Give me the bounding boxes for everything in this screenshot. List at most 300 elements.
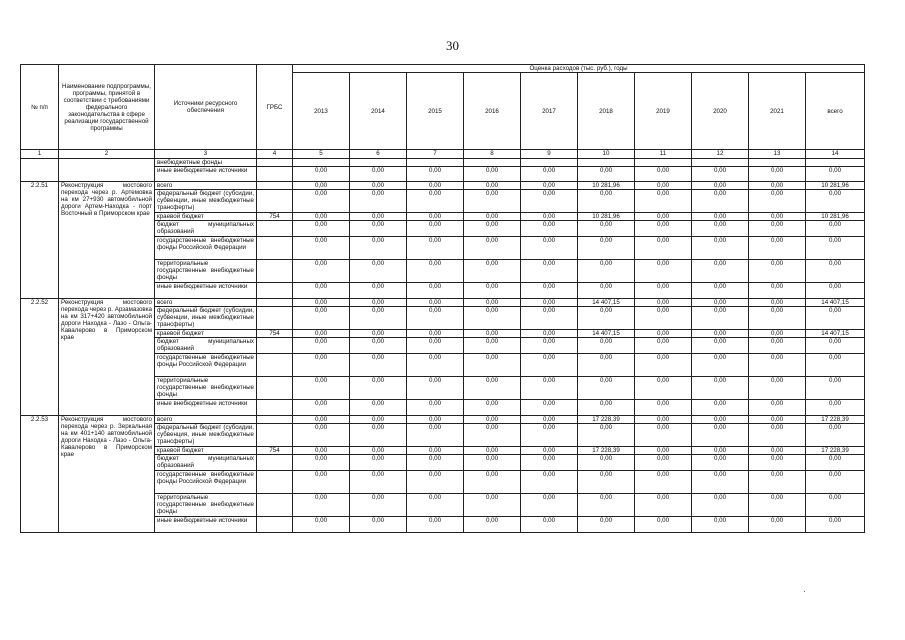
value-cell: 0,00	[407, 517, 464, 533]
grbs-cell	[257, 221, 293, 237]
value-cell: 0,00	[407, 221, 464, 237]
value-cell: 0,00	[692, 221, 749, 237]
value-cell: 0,00	[407, 354, 464, 377]
grbs-cell	[257, 159, 293, 167]
value-cell: 0,00	[692, 455, 749, 471]
value-cell: 0,00	[635, 307, 692, 330]
value-cell: 0,00	[350, 455, 407, 471]
value-cell: 0,00	[635, 471, 692, 494]
source-cell: бюджет муниципальных образований	[155, 338, 257, 354]
header-year: 2016	[464, 73, 521, 150]
value-cell: 14 407,15	[578, 299, 635, 307]
value-cell: 0,00	[806, 517, 865, 533]
value-cell: 0,00	[749, 400, 806, 416]
value-cell: 0,00	[578, 400, 635, 416]
value-cell	[407, 159, 464, 167]
value-cell: 0,00	[464, 190, 521, 213]
value-cell: 0,00	[692, 354, 749, 377]
scan-speck	[804, 591, 805, 592]
value-cell: 10 281,96	[578, 213, 635, 221]
value-cell	[293, 159, 350, 167]
value-cell: 0,00	[521, 424, 578, 447]
value-cell: 0,00	[464, 354, 521, 377]
grbs-cell: 754	[257, 213, 293, 221]
value-cell: 0,00	[293, 354, 350, 377]
value-cell: 0,00	[521, 354, 578, 377]
column-index: 13	[749, 150, 806, 159]
value-cell: 0,00	[407, 471, 464, 494]
header-year: 2021	[749, 73, 806, 150]
carry-num-cell	[21, 159, 59, 182]
value-cell	[749, 159, 806, 167]
source-cell: территориальные государственные внебюджетные фонды	[155, 377, 257, 400]
value-cell: 0,00	[578, 221, 635, 237]
source-cell: федеральный бюджет (субсидии, субвенция, иные межбюджетные трансферты)	[155, 424, 257, 447]
value-cell: 0,00	[350, 299, 407, 307]
value-cell: 0,00	[521, 400, 578, 416]
value-cell: 0,00	[293, 377, 350, 400]
value-cell: 0,00	[635, 377, 692, 400]
source-cell: федеральный бюджет (субсидии, субвенции, иные межбюджетные трансферты)	[155, 190, 257, 213]
value-cell: 0,00	[464, 494, 521, 517]
value-cell: 0,00	[749, 237, 806, 260]
source-cell: краевой бюджет	[155, 213, 257, 221]
value-cell: 0,00	[521, 338, 578, 354]
value-cell: 0,00	[350, 354, 407, 377]
header-name: Наименование подпрограммы, программы, принятой в соответствии с требованиями федерального законодательства в сфере реализации государственной программы	[59, 65, 155, 150]
value-cell: 0,00	[635, 517, 692, 533]
table-row	[21, 416, 865, 424]
source-cell: иные внебюджетные источники	[155, 283, 257, 299]
value-cell: 0,00	[749, 517, 806, 533]
column-index: 8	[464, 150, 521, 159]
value-cell: 0,00	[749, 299, 806, 307]
value-cell: 0,00	[635, 494, 692, 517]
value-cell: 0,00	[407, 167, 464, 182]
value-cell: 0,00	[578, 424, 635, 447]
value-cell: 0,00	[521, 167, 578, 182]
source-cell: государственные внебюджетные фонды Российской Федерации	[155, 354, 257, 377]
value-cell: 0,00	[521, 221, 578, 237]
value-cell	[578, 159, 635, 167]
value-cell: 0,00	[578, 354, 635, 377]
value-cell: 0,00	[407, 260, 464, 283]
value-cell: 0,00	[464, 338, 521, 354]
value-cell: 0,00	[350, 167, 407, 182]
value-cell: 0,00	[521, 494, 578, 517]
column-index: 6	[350, 150, 407, 159]
value-cell: 0,00	[293, 213, 350, 221]
value-cell: 0,00	[407, 283, 464, 299]
item-name: Реконструкция мостового перехода через р. Арзамазовка на км 317+420 автомобильной дороги Находка - Лазо - Ольга- Кавалерово в Приморском крае	[59, 299, 155, 416]
value-cell: 0,00	[521, 190, 578, 213]
source-cell: бюджет муниципальных образований	[155, 221, 257, 237]
value-cell: 0,00	[749, 494, 806, 517]
value-cell: 0,00	[464, 517, 521, 533]
value-cell: 0,00	[293, 260, 350, 283]
value-cell: 10 281,96	[806, 213, 865, 221]
value-cell: 0,00	[464, 307, 521, 330]
value-cell: 0,00	[578, 190, 635, 213]
value-cell: 0,00	[692, 213, 749, 221]
value-cell	[692, 159, 749, 167]
header-year: всего	[806, 73, 865, 150]
carry-name-cell	[59, 159, 155, 182]
value-cell: 0,00	[578, 494, 635, 517]
value-cell: 0,00	[521, 299, 578, 307]
value-cell: 0,00	[293, 424, 350, 447]
value-cell: 0,00	[521, 237, 578, 260]
value-cell: 0,00	[635, 260, 692, 283]
value-cell: 0,00	[464, 447, 521, 455]
source-cell: краевой бюджет	[155, 447, 257, 455]
value-cell: 0,00	[350, 400, 407, 416]
value-cell: 0,00	[350, 182, 407, 190]
value-cell: 0,00	[578, 471, 635, 494]
value-cell: 0,00	[521, 447, 578, 455]
item-number: 2.2.52	[21, 299, 59, 416]
header-num: № п/п	[21, 65, 59, 150]
value-cell: 0,00	[692, 283, 749, 299]
value-cell: 0,00	[692, 517, 749, 533]
column-index: 11	[635, 150, 692, 159]
value-cell: 0,00	[692, 307, 749, 330]
value-cell: 0,00	[749, 471, 806, 494]
value-cell: 0,00	[806, 221, 865, 237]
value-cell: 0,00	[635, 190, 692, 213]
source-cell: федеральный бюджет (субсидии, субвенции, иные межбюджетные трансферты)	[155, 307, 257, 330]
value-cell: 0,00	[578, 237, 635, 260]
source-cell: территориальные государственные внебюджетные фонды	[155, 260, 257, 283]
value-cell: 0,00	[464, 455, 521, 471]
value-cell: 0,00	[806, 400, 865, 416]
value-cell: 0,00	[749, 190, 806, 213]
value-cell: 0,00	[350, 416, 407, 424]
column-index: 14	[806, 150, 865, 159]
value-cell: 0,00	[692, 377, 749, 400]
header-year: 2018	[578, 73, 635, 150]
column-index: 12	[692, 150, 749, 159]
value-cell: 0,00	[692, 260, 749, 283]
grbs-cell	[257, 190, 293, 213]
value-cell: 0,00	[293, 455, 350, 471]
value-cell: 0,00	[464, 471, 521, 494]
value-cell: 0,00	[635, 447, 692, 455]
value-cell: 0,00	[635, 338, 692, 354]
value-cell: 0,00	[692, 330, 749, 338]
value-cell: 17 228,39	[578, 416, 635, 424]
value-cell: 0,00	[749, 455, 806, 471]
grbs-cell	[257, 167, 293, 182]
column-index: 3	[155, 150, 257, 159]
grbs-cell	[257, 471, 293, 494]
value-cell: 0,00	[692, 237, 749, 260]
value-cell: 0,00	[521, 260, 578, 283]
value-cell: 0,00	[407, 237, 464, 260]
source-cell: бюджет муниципальных образований	[155, 455, 257, 471]
grbs-cell	[257, 354, 293, 377]
value-cell: 0,00	[749, 338, 806, 354]
column-index: 4	[257, 150, 293, 159]
value-cell: 0,00	[635, 330, 692, 338]
value-cell: 0,00	[749, 354, 806, 377]
value-cell: 0,00	[578, 338, 635, 354]
value-cell: 0,00	[350, 237, 407, 260]
value-cell: 0,00	[464, 221, 521, 237]
value-cell: 0,00	[749, 424, 806, 447]
header-year: 2015	[407, 73, 464, 150]
value-cell: 0,00	[521, 213, 578, 221]
value-cell: 0,00	[692, 416, 749, 424]
grbs-cell	[257, 237, 293, 260]
value-cell: 0,00	[407, 182, 464, 190]
value-cell: 0,00	[578, 283, 635, 299]
value-cell: 0,00	[635, 416, 692, 424]
value-cell: 0,00	[464, 424, 521, 447]
value-cell: 0,00	[350, 221, 407, 237]
column-index: 2	[59, 150, 155, 159]
grbs-cell	[257, 299, 293, 307]
grbs-cell	[257, 338, 293, 354]
source-cell: всего	[155, 416, 257, 424]
grbs-cell	[257, 283, 293, 299]
value-cell: 0,00	[464, 299, 521, 307]
value-cell: 0,00	[464, 237, 521, 260]
grbs-cell	[257, 377, 293, 400]
value-cell: 10 281,96	[806, 182, 865, 190]
value-cell: 0,00	[521, 517, 578, 533]
value-cell: 0,00	[407, 447, 464, 455]
column-index: 5	[293, 150, 350, 159]
header-year: 2017	[521, 73, 578, 150]
source-cell: краевой бюджет	[155, 330, 257, 338]
value-cell: 0,00	[293, 221, 350, 237]
value-cell: 0,00	[293, 330, 350, 338]
value-cell: 0,00	[293, 494, 350, 517]
value-cell: 0,00	[407, 338, 464, 354]
value-cell: 0,00	[749, 167, 806, 182]
grbs-cell	[257, 455, 293, 471]
value-cell: 0,00	[464, 260, 521, 283]
value-cell: 0,00	[749, 416, 806, 424]
value-cell: 0,00	[806, 354, 865, 377]
source-cell: государственные внебюджетные фонды Российской Федерации	[155, 471, 257, 494]
value-cell: 0,00	[692, 182, 749, 190]
header-source: Источники ресурсного обеспечения	[155, 65, 257, 150]
value-cell: 0,00	[293, 400, 350, 416]
value-cell: 0,00	[749, 283, 806, 299]
value-cell: 0,00	[806, 494, 865, 517]
value-cell: 0,00	[350, 190, 407, 213]
value-cell: 0,00	[806, 260, 865, 283]
value-cell: 0,00	[635, 221, 692, 237]
value-cell: 0,00	[293, 167, 350, 182]
value-cell: 0,00	[293, 283, 350, 299]
value-cell	[521, 159, 578, 167]
value-cell: 0,00	[350, 283, 407, 299]
table-row	[21, 159, 865, 167]
value-cell: 0,00	[407, 400, 464, 416]
value-cell: 0,00	[578, 517, 635, 533]
value-cell: 0,00	[521, 283, 578, 299]
value-cell: 0,00	[806, 471, 865, 494]
column-index: 9	[521, 150, 578, 159]
grbs-cell	[257, 400, 293, 416]
value-cell: 0,00	[806, 455, 865, 471]
value-cell: 0,00	[350, 338, 407, 354]
value-cell: 17 228,39	[806, 447, 865, 455]
value-cell: 0,00	[350, 307, 407, 330]
value-cell: 0,00	[578, 167, 635, 182]
value-cell: 0,00	[293, 416, 350, 424]
value-cell: 0,00	[293, 237, 350, 260]
value-cell: 0,00	[407, 330, 464, 338]
value-cell: 0,00	[749, 221, 806, 237]
value-cell: 0,00	[407, 455, 464, 471]
value-cell: 0,00	[350, 260, 407, 283]
value-cell: 0,00	[293, 517, 350, 533]
table-row	[21, 182, 865, 190]
source-cell: территориальные государственные внебюджетные фонды	[155, 494, 257, 517]
value-cell: 0,00	[350, 377, 407, 400]
value-cell: 0,00	[350, 213, 407, 221]
value-cell: 0,00	[407, 424, 464, 447]
value-cell: 0,00	[692, 447, 749, 455]
column-index: 10	[578, 150, 635, 159]
grbs-cell: 754	[257, 330, 293, 338]
value-cell: 0,00	[407, 494, 464, 517]
column-index: 1	[21, 150, 59, 159]
value-cell: 0,00	[350, 517, 407, 533]
value-cell: 0,00	[350, 424, 407, 447]
value-cell: 0,00	[350, 471, 407, 494]
value-cell: 0,00	[578, 260, 635, 283]
value-cell: 0,00	[464, 283, 521, 299]
value-cell: 0,00	[635, 455, 692, 471]
value-cell: 0,00	[806, 424, 865, 447]
header-group-title: Оценка расходов (тыс. руб.), годы	[293, 65, 865, 73]
value-cell: 0,00	[635, 283, 692, 299]
value-cell: 0,00	[407, 377, 464, 400]
source-cell: иные внебюджетные источники	[155, 400, 257, 416]
value-cell: 0,00	[692, 424, 749, 447]
value-cell: 0,00	[521, 330, 578, 338]
value-cell: 0,00	[749, 213, 806, 221]
value-cell: 0,00	[407, 190, 464, 213]
value-cell: 0,00	[293, 182, 350, 190]
value-cell: 0,00	[749, 447, 806, 455]
header-year: 2014	[350, 73, 407, 150]
value-cell: 0,00	[293, 471, 350, 494]
value-cell	[464, 159, 521, 167]
value-cell: 14 407,15	[806, 330, 865, 338]
value-cell: 0,00	[692, 494, 749, 517]
value-cell: 0,00	[692, 338, 749, 354]
value-cell: 0,00	[464, 182, 521, 190]
page-number: 30	[446, 38, 459, 53]
value-cell: 0,00	[806, 283, 865, 299]
value-cell: 0,00	[749, 182, 806, 190]
value-cell: 0,00	[578, 377, 635, 400]
value-cell: 0,00	[464, 377, 521, 400]
value-cell: 0,00	[692, 167, 749, 182]
value-cell: 0,00	[521, 455, 578, 471]
header-year: 2019	[635, 73, 692, 150]
value-cell: 0,00	[464, 330, 521, 338]
value-cell	[350, 159, 407, 167]
grbs-cell	[257, 260, 293, 283]
header-grbs: ГРБС	[257, 65, 293, 150]
source-cell: иные внебюджетные источники	[155, 167, 257, 182]
value-cell	[806, 159, 865, 167]
value-cell: 0,00	[521, 307, 578, 330]
source-cell: всего	[155, 182, 257, 190]
value-cell: 0,00	[293, 447, 350, 455]
value-cell: 0,00	[521, 416, 578, 424]
item-name: Реконструкция мостового перехода через р. Зеркальная на км 401+140 автомобильной дороги Находка - Лазо - Ольга- Кавалерово в Приморском крае	[59, 416, 155, 533]
item-name: Реконструкция мостового перехода через р. Артемовка на км 27+930 автомобильной дороги Артем-Находка - порт Восточный в Приморском крае	[59, 182, 155, 299]
value-cell: 0,00	[806, 338, 865, 354]
item-number: 2.2.51	[21, 182, 59, 299]
value-cell: 0,00	[521, 377, 578, 400]
value-cell: 0,00	[749, 377, 806, 400]
value-cell: 0,00	[692, 190, 749, 213]
value-cell: 0,00	[578, 455, 635, 471]
value-cell: 17 228,39	[806, 416, 865, 424]
value-cell: 0,00	[749, 307, 806, 330]
value-cell: 0,00	[692, 299, 749, 307]
value-cell: 0,00	[464, 400, 521, 416]
value-cell: 0,00	[521, 182, 578, 190]
value-cell: 0,00	[635, 213, 692, 221]
value-cell: 0,00	[350, 330, 407, 338]
value-cell: 0,00	[806, 377, 865, 400]
value-cell: 0,00	[635, 237, 692, 260]
header-year: 2013	[293, 73, 350, 150]
header-year: 2020	[692, 73, 749, 150]
value-cell: 0,00	[407, 416, 464, 424]
grbs-cell	[257, 424, 293, 447]
value-cell: 0,00	[692, 471, 749, 494]
value-cell: 0,00	[521, 471, 578, 494]
value-cell: 0,00	[749, 330, 806, 338]
table-row	[21, 299, 865, 307]
value-cell: 0,00	[635, 167, 692, 182]
value-cell: 10 281,96	[578, 182, 635, 190]
value-cell: 0,00	[350, 494, 407, 517]
value-cell: 0,00	[806, 167, 865, 182]
source-cell: внебюджетные фонды	[155, 159, 257, 167]
item-number: 2.2.53	[21, 416, 59, 533]
value-cell: 0,00	[635, 354, 692, 377]
value-cell: 0,00	[635, 424, 692, 447]
value-cell: 0,00	[806, 190, 865, 213]
value-cell: 0,00	[749, 260, 806, 283]
value-cell: 0,00	[635, 400, 692, 416]
value-cell: 0,00	[692, 400, 749, 416]
value-cell: 14 407,15	[806, 299, 865, 307]
value-cell: 0,00	[806, 237, 865, 260]
value-cell: 0,00	[635, 182, 692, 190]
grbs-cell	[257, 494, 293, 517]
source-cell: всего	[155, 299, 257, 307]
grbs-cell	[257, 517, 293, 533]
value-cell: 0,00	[293, 299, 350, 307]
grbs-cell	[257, 307, 293, 330]
grbs-cell	[257, 182, 293, 190]
value-cell: 0,00	[464, 167, 521, 182]
value-cell: 0,00	[635, 299, 692, 307]
